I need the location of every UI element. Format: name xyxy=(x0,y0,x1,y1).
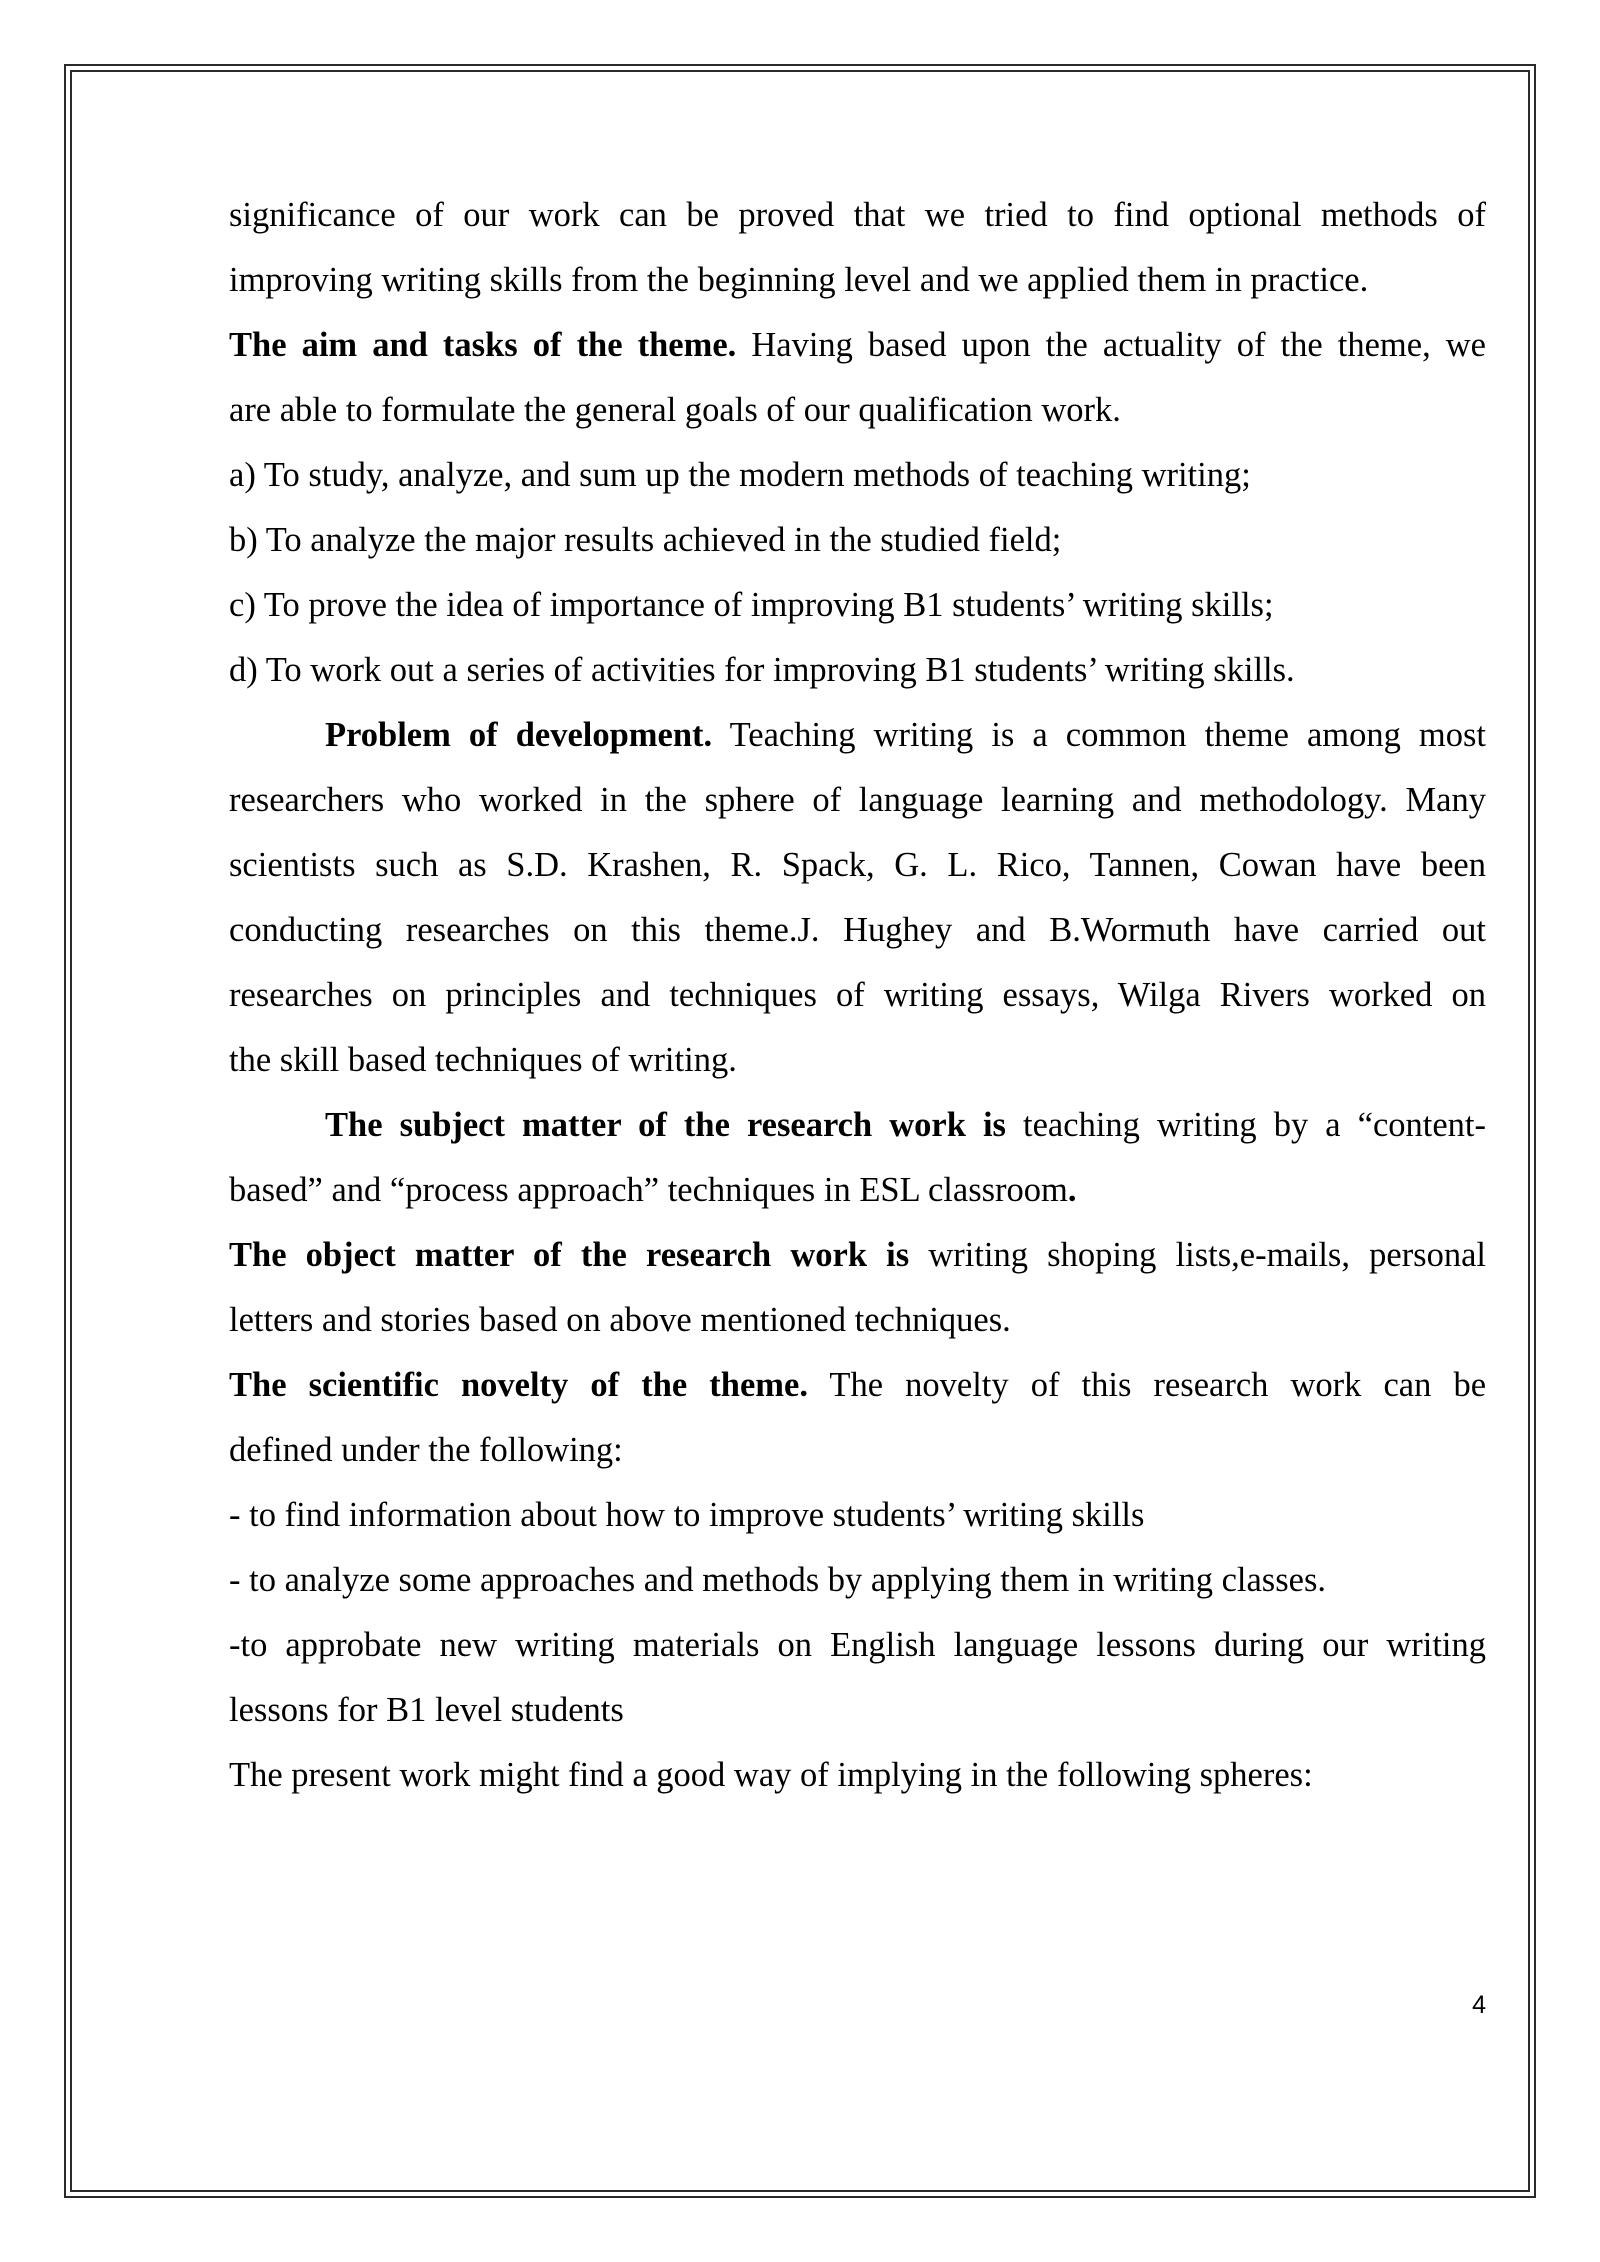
object-heading: The object matter of the research work is xyxy=(229,1236,910,1274)
aim-line-2: are able to formulate the general goals of our qualification work. xyxy=(229,391,1121,429)
novelty-heading-line: The scientific novelty of the theme. The novelty of this research work can be xyxy=(229,1366,1487,1404)
aim-heading-line: The aim and tasks of the theme. Having based upon the actuality of the theme, we xyxy=(229,326,1486,364)
problem-line-2: researchers who worked in the sphere of language learning and methodology. Many xyxy=(229,781,1486,819)
object-heading-line: The object matter of the research work is writing shoping lists,e-mails, personal xyxy=(229,1236,1487,1274)
novelty-line-2: defined under the following: xyxy=(229,1431,623,1469)
problem-line-5: researches on principles and techniques of writing essays, Wilga Rivers worked on xyxy=(229,976,1486,1014)
novelty-item-3: -to approbate new writing materials on English language lessons during our writing xyxy=(229,1626,1486,1664)
novelty-item-1: - to find information about how to improve students’ writing skills xyxy=(229,1496,1145,1534)
document-body xyxy=(229,183,1486,1808)
task-item-a: a) To study, analyze, and sum up the modern methods of teaching writing; xyxy=(229,456,1251,494)
significance-line-1: significance of our work can be proved that we tried to find optional methods of xyxy=(229,196,1486,234)
page-number: 4 xyxy=(1472,1991,1486,2019)
subject-line-2: based” and “process approach” techniques in ESL classroom. xyxy=(229,1171,1077,1209)
novelty-heading: The scientific novelty of the theme. xyxy=(229,1366,808,1404)
problem-heading: Problem of development. xyxy=(325,716,713,754)
task-item-d: d) To work out a series of activities for improving B1 students’ writing skills. xyxy=(229,651,1295,689)
novelty-item-2: - to analyze some approaches and methods by applying them in writing classes. xyxy=(229,1561,1327,1599)
novelty-item-3-cont: lessons for B1 level students xyxy=(229,1691,624,1729)
problem-line-3: scientists such as S.D. Krashen, R. Spack, G. L. Rico, Tannen, Cowan have been xyxy=(229,846,1486,884)
subject-heading-line: The subject matter of the research work is teaching writing by a “content- xyxy=(325,1106,1486,1144)
aim-heading: The aim and tasks of the theme. xyxy=(229,326,737,364)
closing-line: The present work might find a good way of implying in the following spheres: xyxy=(229,1756,1313,1794)
task-item-b: b) To analyze the major results achieved in the studied field; xyxy=(229,521,1062,559)
problem-line-6: the skill based techniques of writing. xyxy=(229,1041,737,1079)
problem-line-4: conducting researches on this theme.J. Hughey and B.Wormuth have carried out xyxy=(229,911,1486,949)
significance-line-2: improving writing skills from the beginning level and we applied them in practice. xyxy=(229,261,1369,299)
object-line-2: letters and stories based on above mentioned techniques. xyxy=(229,1301,1011,1339)
task-item-c: c) To prove the idea of importance of improving B1 students’ writing skills; xyxy=(229,586,1274,624)
subject-heading: The subject matter of the research work is xyxy=(325,1106,1006,1144)
problem-heading-line: Problem of development. Teaching writing is a common theme among most xyxy=(325,716,1487,754)
